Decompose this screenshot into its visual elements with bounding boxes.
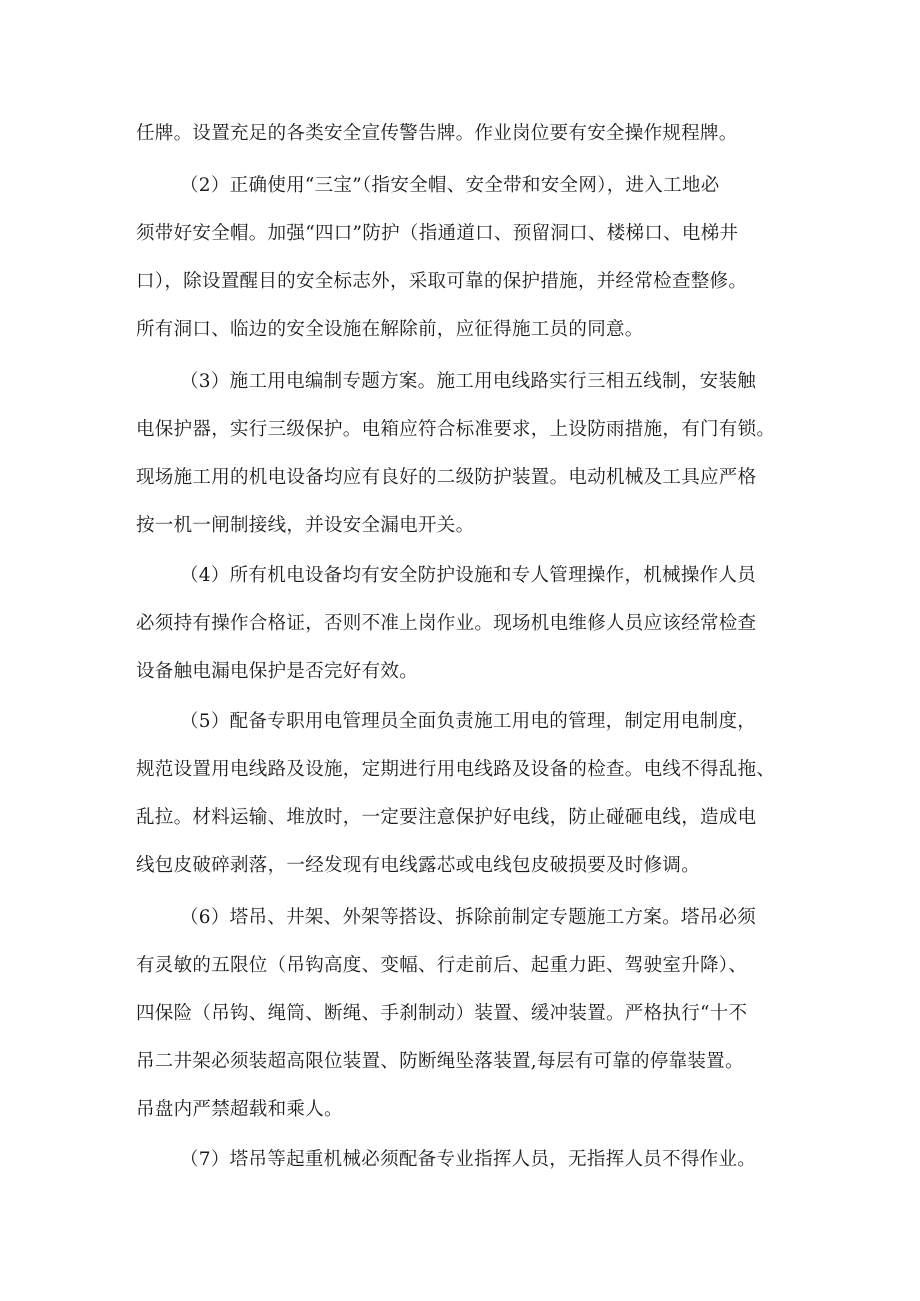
text-line: 规范设置用电线路及设施，定期进行用电线路及设备的检查。电线不得乱拖、 (136, 759, 776, 780)
text-line: 设备触电漏电保护是否完好有效。 (136, 661, 419, 682)
paragraph-item-2 (136, 162, 792, 354)
text-line: 现场施工用的机电设备均应有良好的二级防护装置。电动机械及工具应严格 (136, 467, 757, 488)
text-line: （3）施工用电编制专题方案。施工用电线路实行三相五线制，安装触 (180, 371, 757, 392)
text-line: 吊盘内严禁超载和乘人。 (136, 1099, 343, 1120)
text-line: （7）塔吊等起重机械必须配备专业指挥人员，无指挥人员不得作业。 (180, 1149, 757, 1170)
text-line: 所有洞口、临边的安全设施在解除前，应征得施工员的同意。 (136, 319, 644, 340)
paragraph-item-6 (136, 894, 792, 1134)
text-line: 按一机一闸制接线，并设安全漏电开关。 (136, 515, 475, 536)
paragraph-intro-tail (136, 110, 792, 158)
text-line: 电保护器，实行三级保护。电箱应符合标准要求，上设防雨措施，有门有锁。 (136, 419, 776, 440)
text-line: 须带好安全帽。加强“四口”防护（指通道口、预留洞口、楼梯口、电梯井 (136, 223, 739, 244)
text-line: 口），除设置醒目的安全标志外，采取可靠的保护措施，并经常检查整修。 (136, 271, 748, 292)
text-line: 吊二井架必须装超高限位装置、防断绳坠落装置,每层有可靠的停靠装置。 (136, 1051, 744, 1072)
text-line: 必须持有操作合格证，否则不准上岗作业。现场机电维修人员应该经常检查 (136, 613, 757, 634)
paragraph-item-5 (136, 698, 792, 890)
paragraph-item-3 (136, 358, 792, 550)
text-line: （4）所有机电设备均有安全防护设施和专人管理操作，机械操作人员 (180, 565, 757, 586)
paragraph-item-4 (136, 552, 792, 696)
text-line: 任牌。设置充足的各类安全宣传警告牌。作业岗位要有安全操作规程牌。 (136, 123, 738, 144)
text-line: （5）配备专职用电管理员全面负责施工用电的管理，制定用电制度， (180, 711, 757, 732)
text-line: （6）塔吊、井架、外架等搭设、拆除前制定专题施工方案。塔吊必须 (180, 907, 757, 928)
text-line: 四保险（吊钩、绳筒、断绳、手刹制动）装置、缓冲装置。严格执行“十不 (136, 1003, 748, 1024)
text-line: 有灵敏的五限位（吊钩高度、变幅、行走前后、起重力距、驾驶室升降）、 (136, 955, 748, 976)
text-line: （2）正确使用“三宝”（指安全帽、安全带和安全网），进入工地必 (180, 175, 720, 196)
text-line: 乱拉。材料运输、堆放时，一定要注意保护好电线，防止碰砸电线，造成电 (136, 807, 757, 828)
text-line: 线包皮破碎剥落，一经发现有电线露芯或电线包皮破损要及时修调。 (136, 855, 701, 876)
paragraph-item-7 (136, 1136, 792, 1184)
